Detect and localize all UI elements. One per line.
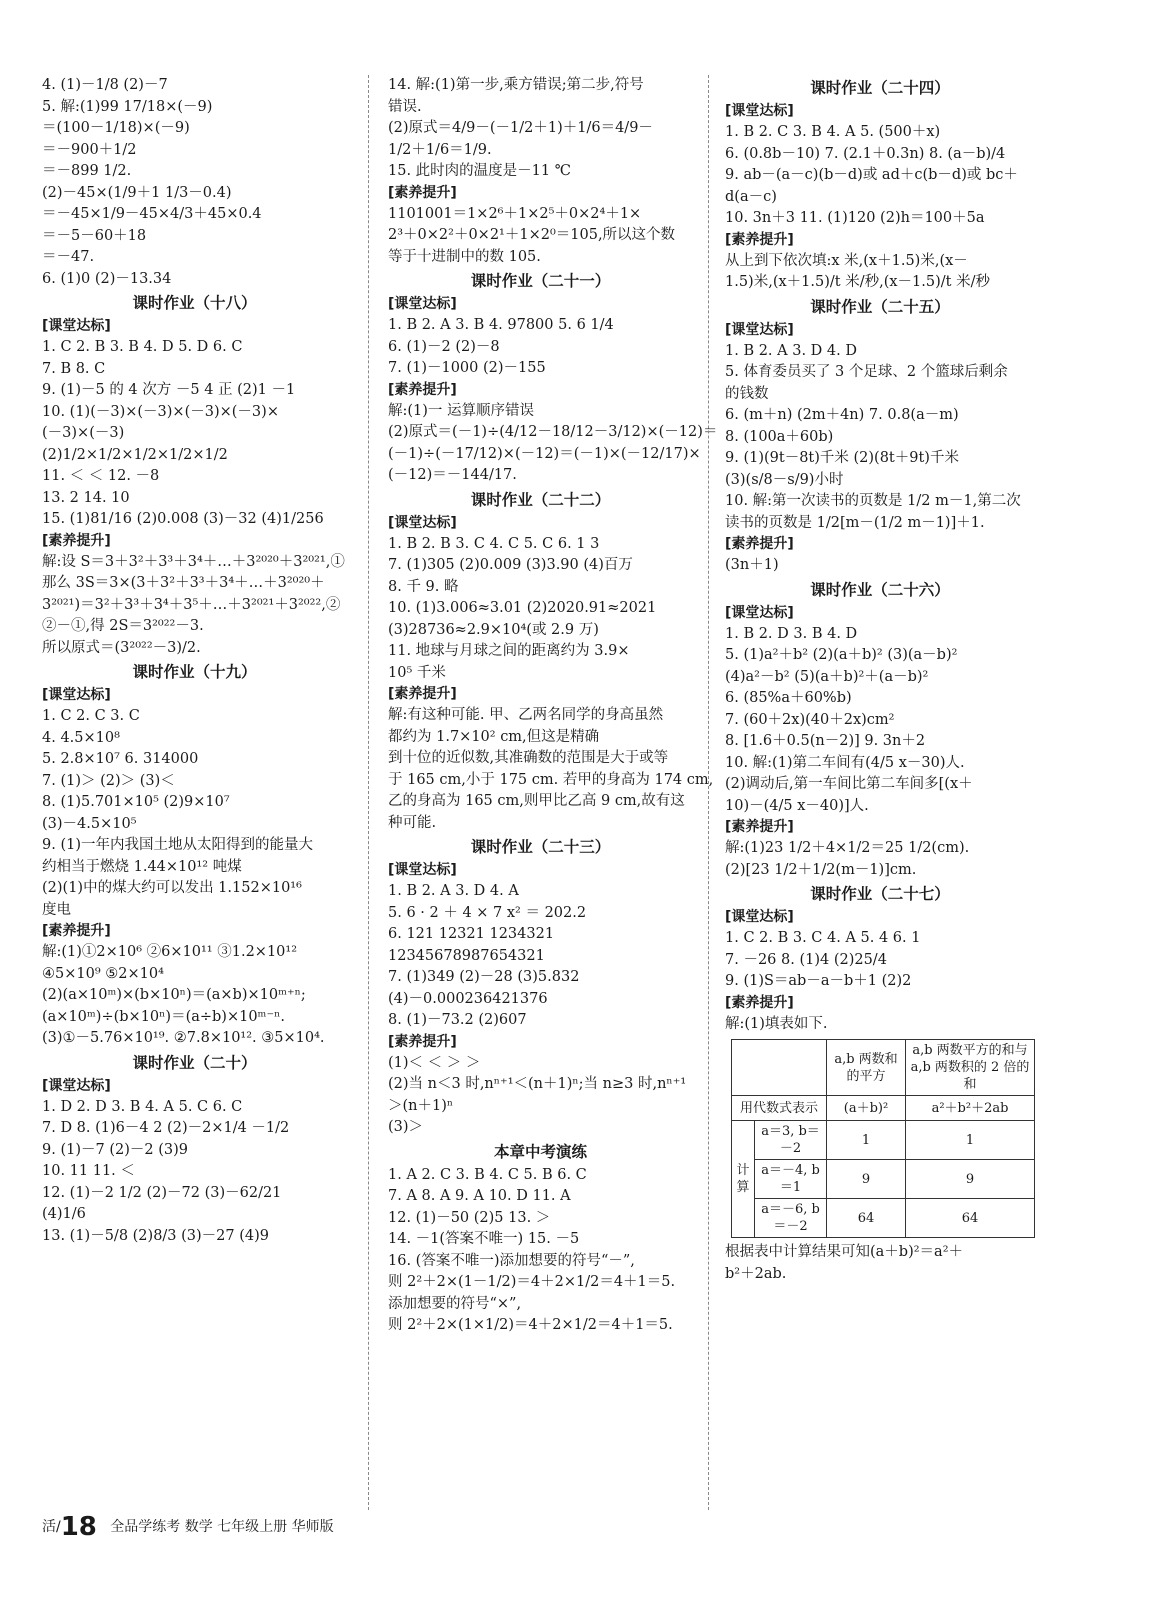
answer-line: 9. (1)－5 的 4 次方 －5 4 正 (2)1 －1 <box>42 382 296 398</box>
answer-line: 7. (1)＞ (2)＞ (3)＜ <box>42 772 175 789</box>
answer-line: 1. A 2. C 3. B 4. C 5. B 6. C <box>388 1166 587 1183</box>
answer-line: 添加想要的符号“×”, <box>388 1295 522 1312</box>
answer-line: 5. 6 · 2 ＋ 4 × 7 x² ＝ 202.2 <box>388 904 587 921</box>
answer-line: 10. 解:(1)第二车间有(4/5 x－30)人. <box>725 754 965 771</box>
answer-line: 5. 体育委员买了 3 个足球、2 个篮球后剩余 <box>725 364 1008 380</box>
answer-line: 4. (1)－1/8 (2)－7 <box>42 77 168 93</box>
column-right <box>725 75 1035 1285</box>
answer-line: 10. 解:第一次读书的页数是 1/2 m－1,第二次 <box>725 493 1021 509</box>
answer-line: (4)－0.000236421376 <box>388 990 548 1007</box>
answer-line: ④5×10⁹ ⑤2×10⁴ <box>42 965 164 982</box>
section-heading: 课时作业（二十六） <box>810 580 950 599</box>
answer-line: 12. (1)－2 1/2 (2)－72 (3)－62/21 <box>42 1184 282 1201</box>
answer-line: 6. (m＋n) (2m＋4n) 7. 0.8(a－m) <box>725 407 959 423</box>
section-tag: [素养提升] <box>725 231 794 248</box>
section-tag: [素养提升] <box>42 923 111 939</box>
book-title: 全品学练考 数学 七年级上册 华师版 <box>110 1519 334 1535</box>
answer-line: ＝－45×1/9－45×4/3＋45×0.4 <box>42 206 262 222</box>
answer-line: (3)①－5.76×10¹⁹. ②7.8×10¹². ③5×10⁴. <box>42 1030 325 1046</box>
answer-line: ＝－899 1/2. <box>42 163 132 179</box>
answer-line: 11. ＜ ＜ 12. －8 <box>42 468 160 484</box>
answer-line: 解:(1)①2×10⁶ ②6×10¹¹ ③1.2×10¹² <box>42 944 298 960</box>
answer-line: 10⁵ 千米 <box>388 664 446 681</box>
section-tag: [课堂达标] <box>388 514 457 531</box>
answer-line: (2)1/2×1/2×1/2×1/2×1/2 <box>42 446 228 463</box>
column-divider <box>708 75 709 1510</box>
answer-line: 6. (0.8b－10) 7. (2.1＋0.3n) 8. (a－b)/4 <box>725 145 1006 162</box>
answer-line: 5. (1)a²＋b² (2)(a＋b)² (3)(a－b)² <box>725 647 958 663</box>
section-heading: 课时作业（二十五） <box>810 297 950 316</box>
section-tag: [课堂达标] <box>725 321 794 338</box>
answer-line: (2)调动后,第一车间比第二车间多[(x＋ <box>725 776 973 792</box>
answer-line: 1101001＝1×2⁶＋1×2⁵＋0×2⁴＋1× <box>388 205 642 222</box>
answer-line: 于 165 cm,小于 175 cm. 若甲的身高为 174 cm, <box>388 771 714 788</box>
section-heading: 课时作业（二十二） <box>470 490 611 509</box>
answer-line: 解:有这种可能. 甲、乙两名同学的身高虽然 <box>388 707 664 723</box>
section-tag: [课堂达标] <box>725 103 794 119</box>
answer-line: 等于十进制中的数 105. <box>388 248 541 265</box>
answer-line: 错误. <box>388 98 422 115</box>
answer-line: (2)(a×10ᵐ)×(b×10ⁿ)＝(a×b)×10ᵐ⁺ⁿ; <box>42 987 306 1003</box>
answer-line: 1. B 2. D 3. B 4. D <box>725 625 858 642</box>
answer-line: 9. (1)S＝ab－a－b＋1 (2)2 <box>725 973 912 989</box>
answer-line: 6. (1)0 (2)－13.34 <box>42 270 172 287</box>
section-tag: [课堂达标] <box>388 296 457 312</box>
answer-line: 12345678987654321 <box>388 947 545 964</box>
answer-line: 1.5)米,(x＋1.5)/t 米/秒,(x－1.5)/t 米/秒 <box>725 274 990 290</box>
answer-line: 10. 11 11. ＜ <box>42 1163 135 1179</box>
answer-line: 约相当于燃烧 1.44×10¹² 吨煤 <box>42 858 242 875</box>
answer-line: 9. ab－(a－c)(b－d)或 ad＋c(b－d)或 bc＋ <box>725 167 1018 183</box>
section-tag: [课堂达标] <box>725 604 794 621</box>
answer-line: 度电 <box>42 901 71 918</box>
answer-line: 1. C 2. C 3. C <box>42 708 140 724</box>
footer-prefix: 活/ <box>42 1519 61 1535</box>
answer-line: (2)原式＝(－1)÷(4/12－18/12－3/12)×(－12)＝ <box>388 424 718 440</box>
answer-line: 7. (1)－1000 (2)－155 <box>388 360 546 376</box>
answer-line: 1. C 2. B 3. C 4. A 5. 4 6. 1 <box>725 930 921 946</box>
section-tag: [课堂达标] <box>388 862 457 878</box>
answer-line: 13. 2 14. 10 <box>42 489 130 506</box>
answer-line: ＝(100－1/18)×(－9) <box>42 120 190 136</box>
answer-line: 3²⁰²¹)＝3²＋3³＋3⁴＋3⁵＋…＋3²⁰²¹＋3²⁰²²,② <box>42 596 341 613</box>
page-footer <box>42 1512 334 1542</box>
answer-line: (2)原式＝4/9－(－1/2＋1)＋1/6＝4/9－ <box>388 120 653 136</box>
table-cell: a＝3, b＝－2 <box>755 1121 827 1160</box>
answer-line: 7. D 8. (1)6－4 2 (2)－2×1/4 －1/2 <box>42 1120 290 1136</box>
answer-line: 9. (1)－7 (2)－2 (3)9 <box>42 1141 188 1158</box>
section-tag: [素养提升] <box>42 532 111 549</box>
answer-line: (a×10ᵐ)÷(b×10ⁿ)＝(a÷b)×10ᵐ⁻ⁿ. <box>42 1008 285 1025</box>
page-number: 18 <box>60 1512 97 1542</box>
section-heading: 课时作业（十八） <box>132 294 257 312</box>
answer-line: 8. (1)－73.2 (2)607 <box>388 1012 527 1028</box>
table-cell: 64 <box>906 1199 1035 1238</box>
answer-line: (2)－45×(1/9＋1 1/3－0.4) <box>42 184 232 201</box>
column-divider <box>368 75 369 1510</box>
answer-line: 到十位的近似数,其准确数的范围是大于或等 <box>388 750 669 766</box>
answer-line: 1. B 2. A 3. B 4. 97800 5. 6 1/4 <box>388 317 614 333</box>
table-cell: 9 <box>827 1160 906 1199</box>
answer-table <box>731 1039 1035 1238</box>
table-header: a,b 两数平方的和与 a,b 两数积的 2 倍的和 <box>906 1040 1035 1096</box>
section-tag: [课堂达标] <box>42 687 111 703</box>
section-heading: 课时作业（二十四） <box>810 79 950 97</box>
section-tag: [素养提升] <box>388 686 457 702</box>
answer-line: (4)1/6 <box>42 1206 86 1222</box>
section-tag: [课堂达标] <box>42 318 111 334</box>
answer-line: 14. 解:(1)第一步,乘方错误;第二步,符号 <box>388 77 644 93</box>
answer-line: 都约为 1.7×10² cm,但这是精确 <box>388 728 600 745</box>
table-cell: a＝－4, b＝1 <box>755 1160 827 1199</box>
answer-line: 10)－(4/5 x－40)]人. <box>725 797 869 814</box>
answer-line: (2)当 n＜3 时,nⁿ⁺¹＜(n＋1)ⁿ;当 n≥3 时,nⁿ⁺¹ <box>388 1076 687 1092</box>
answer-line: 14. －1(答案不唯一) 15. －5 <box>388 1231 580 1247</box>
answer-line: ＞(n＋1)ⁿ <box>388 1097 454 1114</box>
answer-line: 7. －26 8. (1)4 (2)25/4 <box>725 951 887 968</box>
answer-line: (3)(s/8－s/9)小时 <box>725 471 844 488</box>
answer-line: (2)(1)中的煤大约可以发出 1.152×10¹⁶ <box>42 880 302 896</box>
answer-line: (－1)÷(－17/12)×(－12)＝(－1)×(－12/17)× <box>388 445 701 462</box>
answer-line: ＝－47. <box>42 249 95 265</box>
answer-line: (3n＋1) <box>725 557 779 573</box>
answer-line: 6. (1)－2 (2)－8 <box>388 338 500 355</box>
section-tag: [素养提升] <box>388 381 457 398</box>
answer-line: 13. (1)－5/8 (2)8/3 (3)－27 (4)9 <box>42 1227 270 1244</box>
answer-line: 解:(1)填表如下. <box>725 1015 828 1032</box>
answer-line: 7. (1)349 (2)－28 (3)5.832 <box>388 969 580 985</box>
table-cell: (a＋b)² <box>827 1096 906 1121</box>
section-heading: 课时作业（二十） <box>132 1053 257 1072</box>
table-row-label: 用代数式表示 <box>732 1096 827 1121</box>
answer-line: 8. (1)5.701×10⁵ (2)9×10⁷ <box>42 794 230 810</box>
answer-line: 则 2²＋2×(1－1/2)＝4＋2×1/2＝4＋1＝5. <box>388 1274 676 1290</box>
answer-line: 1. B 2. C 3. B 4. A 5. (500＋x) <box>725 124 941 140</box>
table-cell: 1 <box>827 1121 906 1160</box>
section-tag: [素养提升] <box>725 536 794 552</box>
table-cell: 64 <box>827 1199 906 1238</box>
answer-line: (－12)＝－144/17. <box>388 467 517 483</box>
section-tag: [素养提升] <box>725 994 794 1011</box>
answer-line: 1. B 2. B 3. C 4. C 5. C 6. 1 3 <box>388 535 600 552</box>
section-tag: [素养提升] <box>388 184 457 201</box>
answer-line: (4)a²－b² (5)(a＋b)²＋(a－b)² <box>725 668 929 685</box>
answer-line: 5. 2.8×10⁷ 6. 314000 <box>42 751 199 767</box>
column-middle <box>388 75 718 1337</box>
answer-line: 8. 千 9. 略 <box>388 578 459 595</box>
answer-line: 种可能. <box>388 814 437 831</box>
answer-line: (2)[23 1/2＋1/2(m－1)]cm. <box>725 861 917 878</box>
answer-line: (3)28736≈2.9×10⁴(或 2.9 万) <box>388 621 599 638</box>
answer-line: (－3)×(－3) <box>42 425 125 441</box>
answer-line: 乙的身高为 165 cm,则甲比乙高 9 cm,故有这 <box>388 793 685 809</box>
answer-line: 1. B 2. A 3. D 4. A <box>388 883 519 899</box>
answer-line: 7. A 8. A 9. A 10. D 11. A <box>388 1188 571 1204</box>
answer-line: 从上到下依次填:x 米,(x＋1.5)米,(x－ <box>725 252 968 269</box>
section-tag: [课堂达标] <box>725 909 794 925</box>
answer-line: 2³＋0×2²＋0×2¹＋1×2⁰＝105,所以这个数 <box>388 227 676 243</box>
answer-line: 7. B 8. C <box>42 360 106 377</box>
section-heading: 课时作业（二十七） <box>810 885 950 903</box>
answer-line: 解:(1)一 运算顺序错误 <box>388 402 535 419</box>
section-heading: 课时作业（十九） <box>132 663 257 681</box>
answer-line: 则 2²＋2×(1×1/2)＝4＋2×1/2＝4＋1＝5. <box>388 1317 673 1333</box>
answer-line: (3)－4.5×10⁵ <box>42 815 137 832</box>
answer-line: 10. (1)(－3)×(－3)×(－3)×(－3)× <box>42 403 279 420</box>
answer-line: 10. (1)3.006≈3.01 (2)2020.91≈2021 <box>388 600 657 616</box>
table-header: a,b 两数和的平方 <box>827 1040 906 1096</box>
answer-line: 解:(1)23 1/2＋4×1/2＝25 1/2(cm). <box>725 840 970 856</box>
answer-line: 9. (1)(9t－8t)千米 (2)(8t＋9t)千米 <box>725 450 959 466</box>
answer-line: 12. (1)－50 (2)5 13. ＞ <box>388 1209 551 1226</box>
answer-line: 1. D 2. D 3. B 4. A 5. C 6. C <box>42 1098 243 1115</box>
answer-line: 8. [1.6＋0.5(n－2)] 9. 3n＋2 <box>725 733 926 749</box>
answer-line: 那么 3S＝3×(3＋3²＋3³＋3⁴＋…＋3²⁰²⁰＋ <box>42 575 325 591</box>
answer-line: 7. (60＋2x)(40＋2x)cm² <box>725 711 895 728</box>
table-cell: a²＋b²＋2ab <box>906 1096 1035 1121</box>
table-cell: 1 <box>906 1121 1035 1160</box>
answer-line: (3)＞ <box>388 1119 424 1135</box>
answer-line: 6. (85%a＋60%b) <box>725 690 852 706</box>
answer-line: 11. 地球与月球之间的距离约为 3.9× <box>388 643 630 659</box>
answer-line: 读书的页数是 1/2[m－(1/2 m－1)]＋1. <box>725 514 985 531</box>
answer-line: d(a－c) <box>725 188 777 205</box>
answer-line: ②－①,得 2S＝3²⁰²²－3. <box>42 618 204 634</box>
answer-line: 1. B 2. A 3. D 4. D <box>725 342 857 359</box>
answer-line: 4. 4.5×10⁸ <box>42 729 120 746</box>
table-cell: 9 <box>906 1160 1035 1199</box>
table-cell: a＝－6, b＝－2 <box>755 1199 827 1238</box>
answer-line: (1)＜ ＜ ＞ ＞ <box>388 1054 481 1071</box>
section-heading: 本章中考演练 <box>493 1142 587 1161</box>
answer-line: 7. (1)305 (2)0.009 (3)3.90 (4)百万 <box>388 557 633 573</box>
answer-line: 15. (1)81/16 (2)0.008 (3)－32 (4)1/256 <box>42 511 324 527</box>
answer-line: 10. 3n＋3 11. (1)120 (2)h＝100＋5a <box>725 210 985 226</box>
answer-line: 16. (答案不唯一)添加想要的符号“－”, <box>388 1252 635 1269</box>
section-tag: [素养提升] <box>725 819 794 835</box>
answer-line: 解:设 S＝3＋3²＋3³＋3⁴＋…＋3²⁰²⁰＋3²⁰²¹,① <box>42 553 345 570</box>
answer-line: ＝－900＋1/2 <box>42 141 137 158</box>
answer-line: 8. (100a＋60b) <box>725 428 834 445</box>
answer-line: b²＋2ab. <box>725 1265 787 1282</box>
answer-line: 6. 121 12321 1234321 <box>388 926 555 942</box>
answer-line: 15. 此时肉的温度是－11 ℃ <box>388 163 571 179</box>
answer-line: 5. 解:(1)99 17/18×(－9) <box>42 98 213 115</box>
column-left <box>42 75 347 1247</box>
answer-line: 1. C 2. B 3. B 4. D 5. D 6. C <box>42 339 243 355</box>
answer-line: 所以原式＝(3²⁰²²－3)/2. <box>42 639 201 656</box>
answer-line: 的钱数 <box>725 385 769 402</box>
answer-line: ＝－5－60＋18 <box>42 227 147 244</box>
answer-line: 9. (1)一年内我国土地从太阳得到的能量大 <box>42 837 313 853</box>
answer-line: 1/2＋1/6＝1/9. <box>388 141 492 158</box>
table-row-label: 计算 <box>732 1121 755 1238</box>
section-tag: [素养提升] <box>388 1033 457 1050</box>
section-heading: 课时作业（二十一） <box>470 272 611 290</box>
section-tag: [课堂达标] <box>42 1077 111 1094</box>
section-heading: 课时作业（二十三） <box>470 838 611 856</box>
answer-line: 根据表中计算结果可知(a＋b)²＝a²＋ <box>725 1244 964 1260</box>
